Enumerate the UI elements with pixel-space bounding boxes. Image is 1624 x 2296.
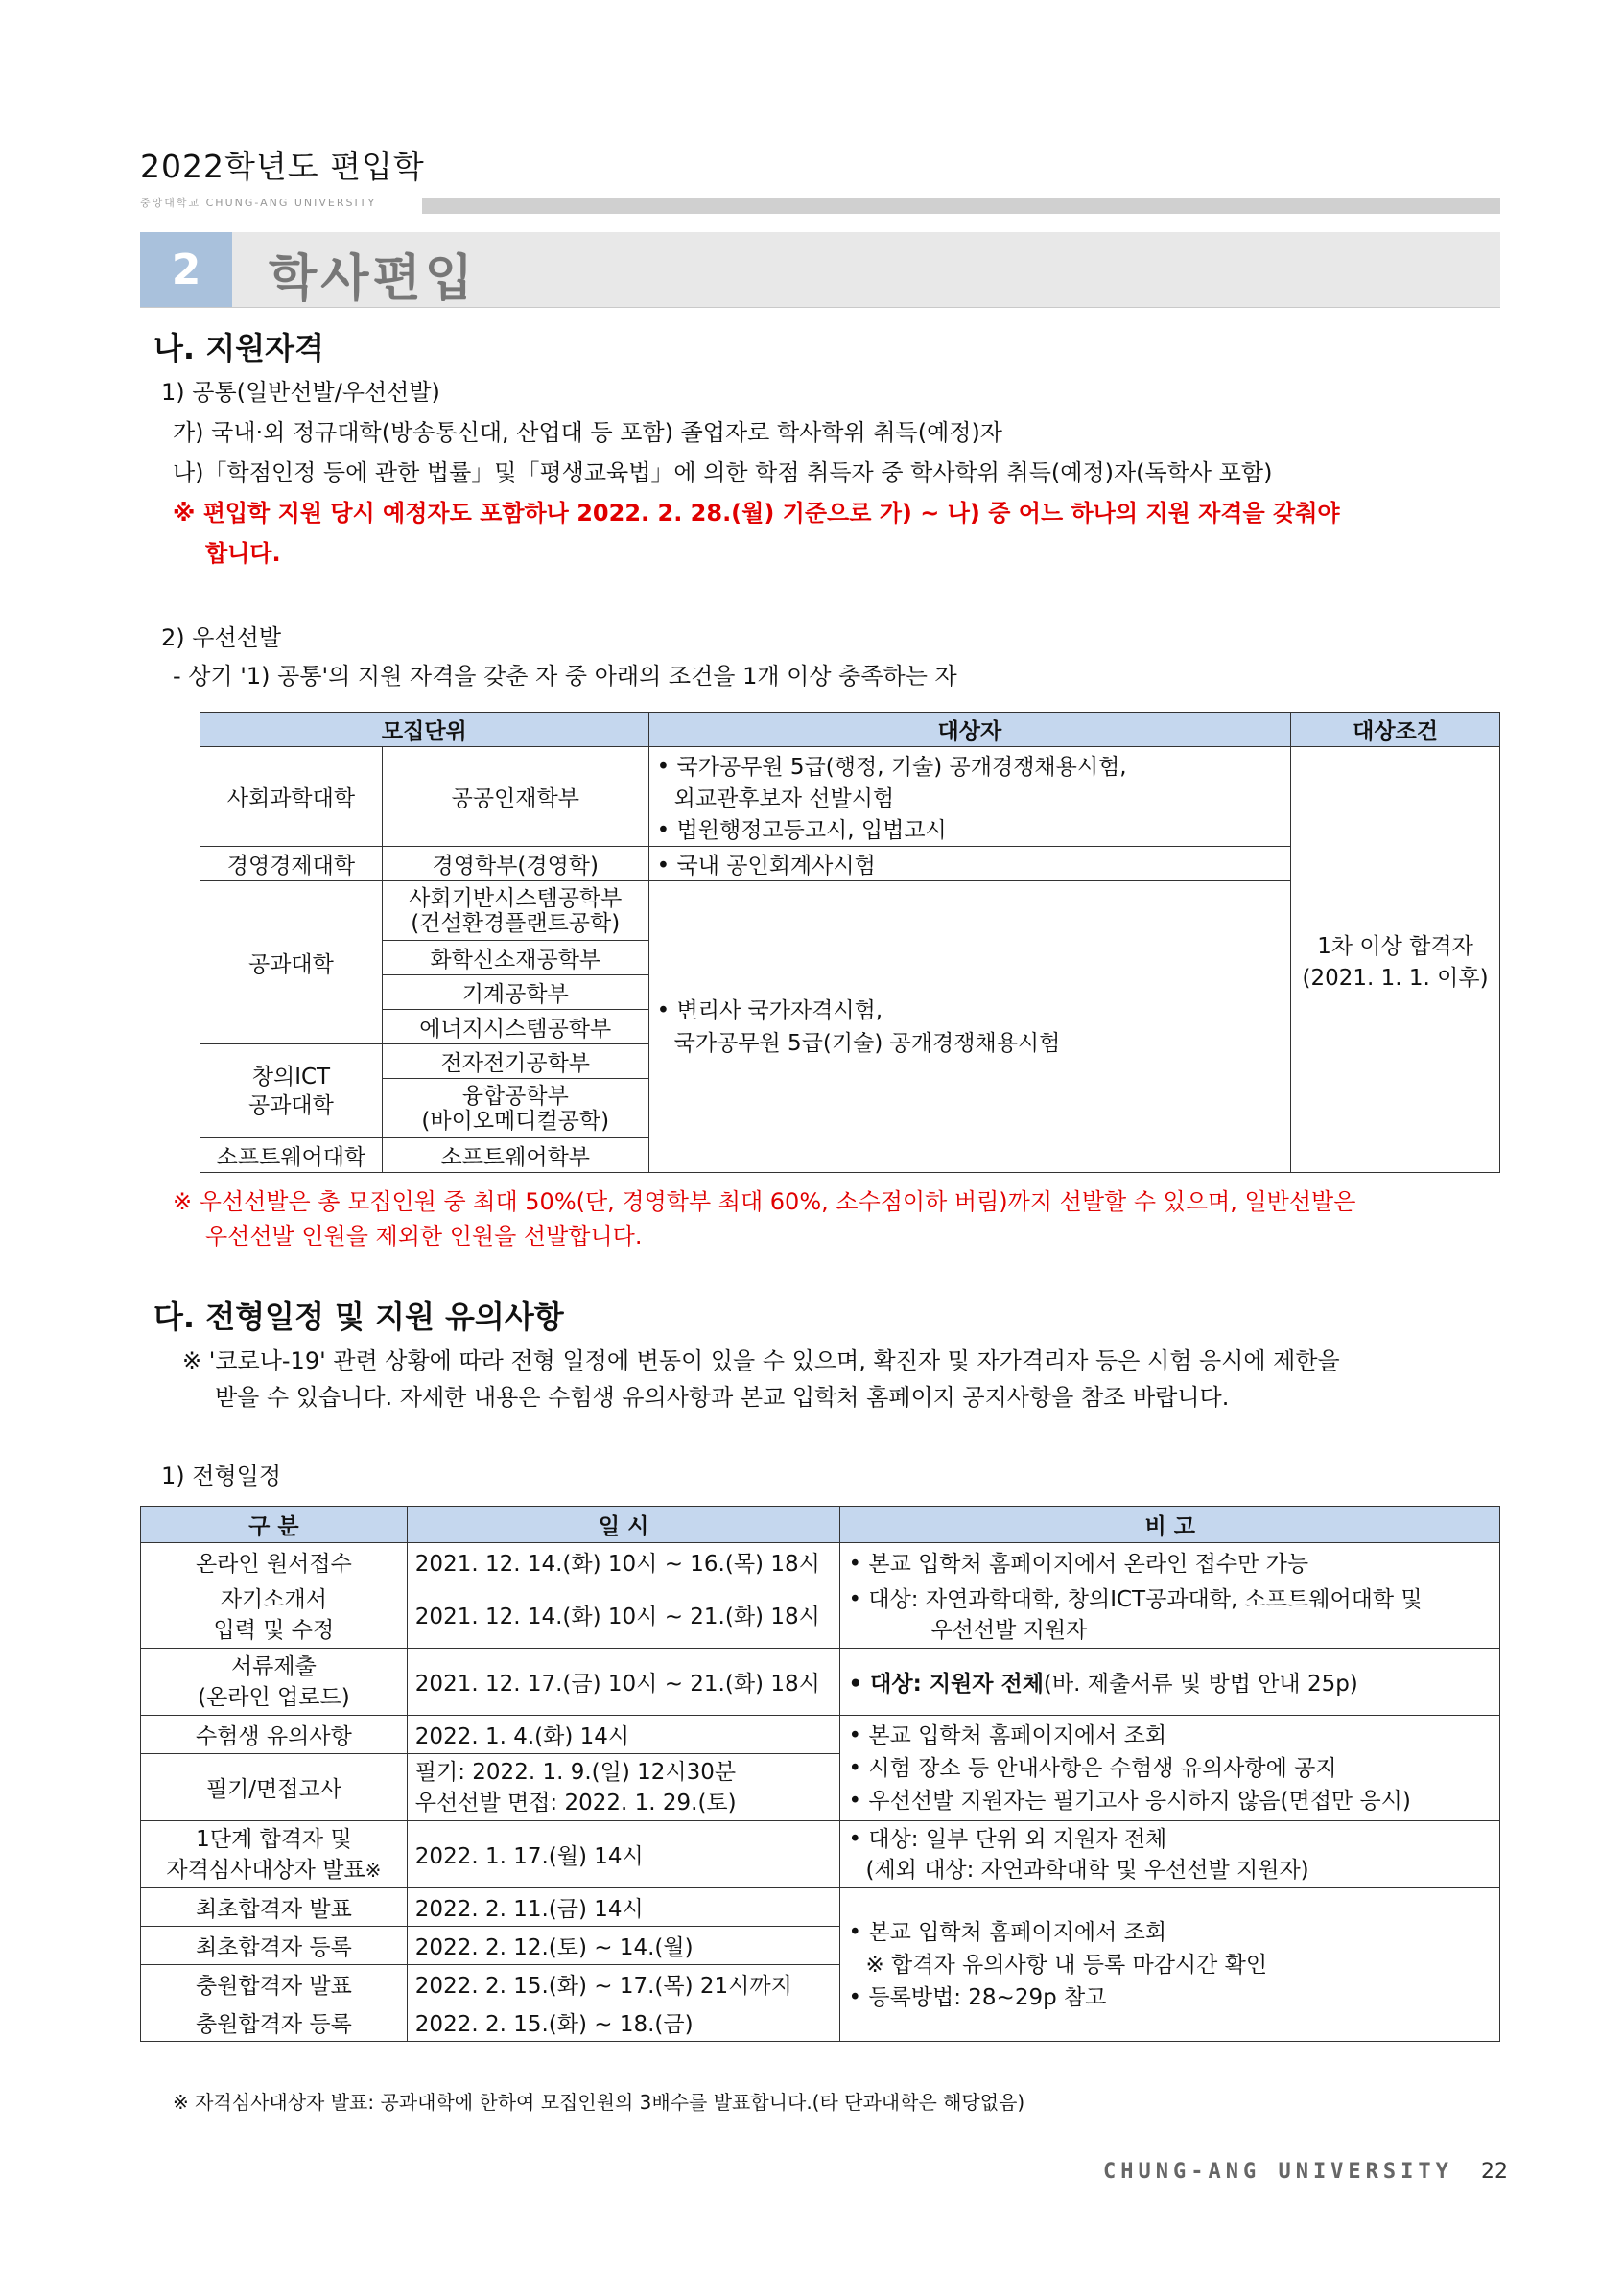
th-unit: 모집단위	[200, 713, 649, 747]
schedule-heading: 다. 전형일정 및 지원 유의사항	[153, 1299, 564, 1335]
header-subline: 중앙대학교 CHUNG-ANG UNIVERSITY	[140, 197, 377, 209]
schedule-footnote: ※ 자격심사대상자 발표: 공과대학에 한하여 모집인원의 3배수를 발표합니다.(타 단과대학은 해당없음)	[173, 2091, 1025, 2114]
common-item-a: 가) 국내·외 정규대학(방송통신대, 산업대 등 포함) 졸업자로 학사학위 취득(예정)자	[173, 419, 1002, 446]
dept-cell: 화학신소재공학부	[382, 941, 648, 975]
row-date: 2022. 2. 12.(토) ~ 14.(월)	[407, 1927, 840, 1965]
th-remarks: 비 고	[840, 1507, 1500, 1543]
row-name: 서류제출 (온라인 업로드)	[141, 1649, 408, 1716]
condition-cell: 1차 이상 합격자 (2021. 1. 1. 이후)	[1291, 747, 1500, 1173]
th-condition: 대상조건	[1291, 713, 1500, 747]
dept-cell: 전자전기공학부	[382, 1044, 648, 1079]
row-note: • 대상: 일부 단위 외 지원자 전체 (제외 대상: 자연과학대학 및 우선선발 지원자)	[840, 1821, 1500, 1888]
row-date: 2022. 2. 11.(금) 14시	[407, 1888, 840, 1927]
priority-desc: - 상기 '1) 공통'의 지원 자격을 갖춘 자 중 아래의 조건을 1개 이상 충족하는 자	[173, 663, 957, 690]
row-name: 1단계 합격자 및 자격심사대상자 발표※	[141, 1821, 408, 1888]
priority-note: ※ 우선선발은 총 모집인원 중 최대 50%(단, 경영학부 최대 60%, 소수점이하 버림)까지 선발할 수 있으며, 일반선발은	[173, 1188, 1356, 1215]
dept-cell: 경영학부(경영학)	[382, 847, 648, 881]
row-date: 2022. 2. 15.(화) ~ 18.(금)	[407, 2003, 840, 2042]
common-note-cont: 합니다.	[205, 540, 281, 567]
document-title: 2022학년도 편입학	[140, 148, 425, 185]
row-name: 수험생 유의사항	[141, 1716, 408, 1754]
th-category: 구 분	[141, 1507, 408, 1543]
row-name: 최초합격자 등록	[141, 1927, 408, 1965]
row-date: 2021. 12. 17.(금) 10시 ~ 21.(화) 18시	[407, 1649, 840, 1716]
schedule-subtitle: 1) 전형일정	[161, 1463, 281, 1489]
row-date: 필기: 2022. 1. 9.(일) 12시30분 우선선발 면접: 2022. 1. 29.(토)	[407, 1754, 840, 1821]
common-title: 1) 공통(일반선발/우선선발)	[161, 379, 440, 406]
header-bar	[422, 198, 1500, 214]
row-note: • 본교 입학처 홈페이지에서 온라인 접수만 가능	[840, 1543, 1500, 1581]
row-date: 2022. 1. 4.(화) 14시	[407, 1716, 840, 1754]
row-name: 충원합격자 등록	[141, 2003, 408, 2042]
target-cell: • 국가공무원 5급(행정, 기술) 공개경쟁채용시험, 외교관후보자 선발시험 • 법원행정고등고시, 입법고시	[648, 747, 1290, 847]
dept-cell: 융합공학부 (바이오메디컬공학)	[382, 1079, 648, 1138]
dept-cell: 기계공학부	[382, 975, 648, 1010]
target-cell: • 국내 공인회계사시험	[648, 847, 1290, 881]
row-note: • 본교 입학처 홈페이지에서 조회 • 시험 장소 등 안내사항은 수험생 유의사항에 공지 • 우선선발 지원자는 필기고사 응시하지 않음(면접만 응시)	[840, 1716, 1500, 1821]
row-date: 2021. 12. 14.(화) 10시 ~ 21.(화) 18시	[407, 1581, 840, 1649]
th-target: 대상자	[648, 713, 1290, 747]
row-note: • 대상: 자연과학대학, 창의ICT공과대학, 소프트웨어대학 및 우선선발 지원자	[840, 1581, 1500, 1649]
dept-cell: 에너지시스템공학부	[382, 1010, 648, 1044]
section-title: 학사편입	[269, 250, 477, 308]
covid-note: ※ '코로나-19' 관련 상황에 따라 전형 일정에 변동이 있을 수 있으며, 확진자 및 자가격리자 등은 시험 응시에 제한을	[182, 1347, 1340, 1374]
common-note: ※ 편입학 지원 당시 예정자도 포함하나 2022. 2. 28.(월) 기준으로 가) ~ 나) 중 어느 하나의 지원 자격을 갖춰야	[173, 500, 1340, 527]
row-name: 최초합격자 발표	[141, 1888, 408, 1927]
common-item-b: 나)「학점인정 등에 관한 법률」및「평생교육법」에 의한 학점 취득자 중 학사학위 취득(예정)자(독학사 포함)	[173, 459, 1273, 486]
row-date: 2022. 2. 15.(화) ~ 17.(목) 21시까지	[407, 1965, 840, 2003]
row-name: 온라인 원서접수	[141, 1543, 408, 1581]
priority-note-cont: 우선선발 인원을 제외한 인원을 선발합니다.	[205, 1223, 643, 1250]
row-note: • 본교 입학처 홈페이지에서 조회 ※ 합격자 유의사항 내 등록 마감시간 확인 • 등록방법: 28~29p 참고	[840, 1888, 1500, 2042]
row-name: 자기소개서 입력 및 수정	[141, 1581, 408, 1649]
covid-note-cont: 받을 수 있습니다. 자세한 내용은 수험생 유의사항과 본교 입학처 홈페이지 공지사항을 참조 바랍니다.	[215, 1384, 1230, 1411]
college-cell: 소프트웨어대학	[200, 1138, 383, 1173]
dept-cell: 사회기반시스템공학부 (건설환경플랜트공학)	[382, 881, 648, 941]
priority-table	[200, 712, 1500, 1173]
college-cell: 공과대학	[200, 881, 383, 1044]
row-note: • 대상: 지원자 전체(바. 제출서류 및 방법 안내 25p)	[840, 1649, 1500, 1716]
row-date: 2022. 1. 17.(월) 14시	[407, 1821, 840, 1888]
target-cell: • 변리사 국가자격시험, 국가공무원 5급(기술) 공개경쟁채용시험	[648, 881, 1290, 1173]
dept-cell: 소프트웨어학부	[382, 1138, 648, 1173]
college-cell: 사회과학대학	[200, 747, 383, 847]
row-date: 2021. 12. 14.(화) 10시 ~ 16.(목) 18시	[407, 1543, 840, 1581]
row-name: 충원합격자 발표	[141, 1965, 408, 2003]
section-number: 2	[140, 232, 232, 307]
page-number: 22	[1481, 2160, 1508, 2184]
dept-cell: 공공인재학부	[382, 747, 648, 847]
th-datetime: 일 시	[407, 1507, 840, 1543]
priority-title: 2) 우선선발	[161, 624, 281, 651]
footer-brand: CHUNG-ANG UNIVERSITY	[1103, 2160, 1453, 2184]
row-name: 필기/면접고사	[141, 1754, 408, 1821]
schedule-table	[140, 1506, 1500, 2042]
college-cell: 경영경제대학	[200, 847, 383, 881]
eligibility-heading: 나. 지원자격	[153, 330, 324, 366]
college-cell: 창의ICT 공과대학	[200, 1044, 383, 1138]
